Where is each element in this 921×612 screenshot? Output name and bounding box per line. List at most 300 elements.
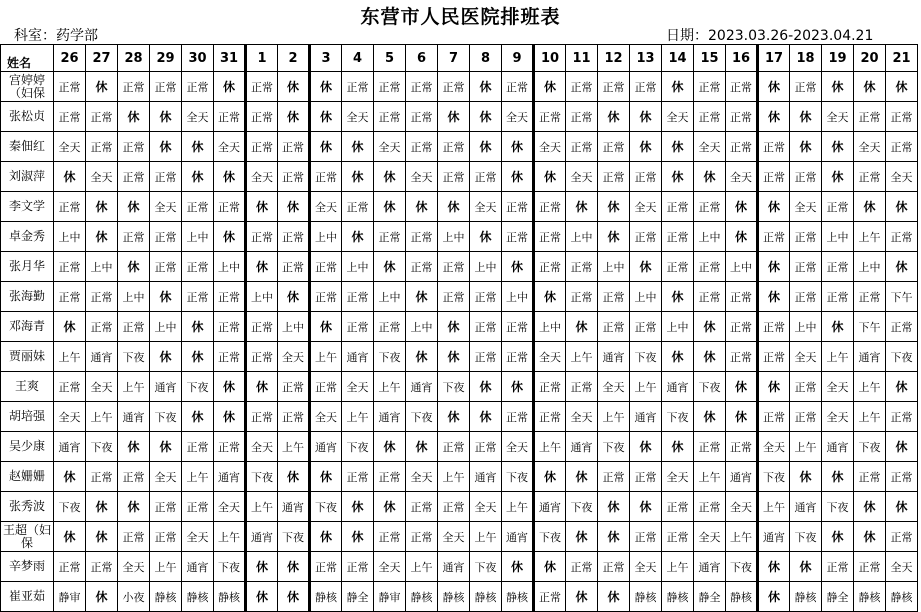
shift-cell: 下夜 xyxy=(630,342,662,372)
shift-cell: 上午 xyxy=(310,342,342,372)
shift-cell: 休 xyxy=(310,102,342,132)
shift-cell: 静核 xyxy=(470,582,502,612)
shift-cell: 休 xyxy=(630,102,662,132)
shift-cell: 休 xyxy=(278,102,310,132)
shift-cell: 通宵 xyxy=(502,522,534,552)
shift-cell: 休 xyxy=(278,192,310,222)
shift-cell: 休 xyxy=(374,192,406,222)
shift-cell: 上中 xyxy=(662,312,694,342)
shift-cell: 通宵 xyxy=(86,342,118,372)
shift-cell: 休 xyxy=(598,192,630,222)
shift-cell: 休 xyxy=(406,192,438,222)
staff-name: 王爽 xyxy=(1,372,54,402)
shift-cell: 正常 xyxy=(150,72,182,102)
day-header: 18 xyxy=(790,45,822,72)
shift-cell: 休 xyxy=(246,582,278,612)
shift-cell: 正常 xyxy=(150,162,182,192)
shift-cell: 正常 xyxy=(662,522,694,552)
shift-cell: 休 xyxy=(822,522,854,552)
shift-cell: 正常 xyxy=(758,402,790,432)
shift-cell: 正常 xyxy=(502,72,534,102)
shift-cell: 下夜 xyxy=(374,342,406,372)
shift-cell: 正常 xyxy=(374,72,406,102)
staff-row xyxy=(1,582,918,612)
shift-cell: 休 xyxy=(822,72,854,102)
name-column-header: 姓名 xyxy=(1,45,54,72)
shift-cell: 正常 xyxy=(86,462,118,492)
staff-row xyxy=(1,72,918,102)
shift-cell: 正常 xyxy=(470,342,502,372)
day-header: 14 xyxy=(662,45,694,72)
shift-cell: 正常 xyxy=(694,192,726,222)
shift-cell: 休 xyxy=(694,162,726,192)
shift-cell: 休 xyxy=(214,162,246,192)
day-header: 1 xyxy=(246,45,278,72)
shift-cell: 休 xyxy=(470,402,502,432)
shift-cell: 休 xyxy=(342,522,374,552)
shift-cell: 静核 xyxy=(310,582,342,612)
shift-cell: 休 xyxy=(406,282,438,312)
shift-cell: 通宵 xyxy=(598,342,630,372)
shift-cell: 下夜 xyxy=(758,462,790,492)
staff-row xyxy=(1,102,918,132)
shift-cell: 正常 xyxy=(534,102,566,132)
shift-cell: 正常 xyxy=(342,72,374,102)
shift-cell: 正常 xyxy=(374,222,406,252)
shift-cell: 正常 xyxy=(566,102,598,132)
shift-cell: 全天 xyxy=(566,162,598,192)
shift-cell: 休 xyxy=(790,552,822,582)
shift-cell: 正常 xyxy=(214,102,246,132)
day-header: 31 xyxy=(214,45,246,72)
shift-cell: 通宵 xyxy=(662,372,694,402)
shift-cell: 休 xyxy=(182,402,214,432)
shift-cell: 正常 xyxy=(438,162,470,192)
shift-cell: 全天 xyxy=(406,162,438,192)
shift-cell: 休 xyxy=(310,522,342,552)
shift-cell: 正常 xyxy=(886,132,918,162)
shift-cell: 休 xyxy=(726,372,758,402)
shift-cell: 正常 xyxy=(726,102,758,132)
shift-cell: 休 xyxy=(342,492,374,522)
shift-cell: 上中 xyxy=(822,222,854,252)
shift-cell: 休 xyxy=(886,192,918,222)
shift-cell: 上中 xyxy=(630,282,662,312)
shift-cell: 正常 xyxy=(374,522,406,552)
shift-cell: 休 xyxy=(854,492,886,522)
staff-row xyxy=(1,192,918,222)
shift-cell: 正常 xyxy=(342,552,374,582)
shift-cell: 正常 xyxy=(886,522,918,552)
shift-cell: 正常 xyxy=(502,222,534,252)
shift-cell: 正常 xyxy=(54,192,86,222)
shift-cell: 正常 xyxy=(854,552,886,582)
shift-cell: 正常 xyxy=(246,312,278,342)
shift-cell: 休 xyxy=(278,462,310,492)
staff-name: 崔亚茹 xyxy=(1,582,54,612)
shift-cell: 下夜 xyxy=(726,552,758,582)
shift-cell: 正常 xyxy=(662,192,694,222)
shift-cell: 上中 xyxy=(310,222,342,252)
staff-row xyxy=(1,402,918,432)
shift-cell: 全天 xyxy=(214,132,246,162)
shift-cell: 全天 xyxy=(886,552,918,582)
staff-row xyxy=(1,522,918,552)
shift-cell: 正常 xyxy=(470,282,502,312)
staff-row xyxy=(1,552,918,582)
shift-cell: 休 xyxy=(694,402,726,432)
shift-cell: 休 xyxy=(118,102,150,132)
shift-cell: 休 xyxy=(118,432,150,462)
shift-cell: 正常 xyxy=(54,372,86,402)
shift-cell: 正常 xyxy=(342,192,374,222)
shift-cell: 上午 xyxy=(406,552,438,582)
shift-cell: 休 xyxy=(438,402,470,432)
shift-cell: 休 xyxy=(310,462,342,492)
shift-cell: 上午 xyxy=(758,492,790,522)
shift-cell: 正常 xyxy=(246,102,278,132)
shift-cell: 休 xyxy=(566,522,598,552)
shift-cell: 休 xyxy=(758,552,790,582)
shift-cell: 正常 xyxy=(758,342,790,372)
shift-cell: 休 xyxy=(790,462,822,492)
shift-cell: 正常 xyxy=(214,312,246,342)
shift-cell: 休 xyxy=(662,72,694,102)
shift-cell: 正常 xyxy=(406,222,438,252)
shift-cell: 正常 xyxy=(502,192,534,222)
staff-row xyxy=(1,492,918,522)
shift-cell: 正常 xyxy=(182,72,214,102)
shift-cell: 上午 xyxy=(470,522,502,552)
shift-cell: 静核 xyxy=(726,582,758,612)
shift-cell: 正常 xyxy=(86,552,118,582)
shift-cell: 正常 xyxy=(118,132,150,162)
shift-cell: 上午 xyxy=(598,402,630,432)
shift-cell: 休 xyxy=(790,102,822,132)
shift-cell: 全天 xyxy=(342,372,374,402)
shift-cell: 上中 xyxy=(438,222,470,252)
shift-cell: 正常 xyxy=(534,252,566,282)
shift-cell: 全天 xyxy=(662,462,694,492)
shift-cell: 正常 xyxy=(54,102,86,132)
shift-cell: 上午 xyxy=(502,492,534,522)
day-header: 4 xyxy=(342,45,374,72)
shift-cell: 通宵 xyxy=(278,492,310,522)
shift-cell: 全天 xyxy=(694,522,726,552)
shift-cell: 休 xyxy=(758,72,790,102)
shift-cell: 休 xyxy=(86,582,118,612)
shift-cell: 静审 xyxy=(374,582,406,612)
shift-cell: 全天 xyxy=(182,102,214,132)
shift-cell: 正常 xyxy=(246,222,278,252)
shift-cell: 全天 xyxy=(86,372,118,402)
shift-cell: 上中 xyxy=(86,252,118,282)
day-header: 21 xyxy=(886,45,918,72)
shift-cell: 休 xyxy=(534,552,566,582)
shift-cell: 正常 xyxy=(822,192,854,222)
shift-cell: 休 xyxy=(630,252,662,282)
shift-cell: 下夜 xyxy=(662,402,694,432)
shift-cell: 上中 xyxy=(374,282,406,312)
shift-cell: 休 xyxy=(470,222,502,252)
shift-cell: 休 xyxy=(246,252,278,282)
shift-cell: 正常 xyxy=(662,222,694,252)
shift-cell: 休 xyxy=(662,162,694,192)
staff-row xyxy=(1,132,918,162)
shift-cell: 全天 xyxy=(534,132,566,162)
shift-cell: 休 xyxy=(342,162,374,192)
shift-cell: 上午 xyxy=(694,462,726,492)
staff-row xyxy=(1,282,918,312)
shift-cell: 休 xyxy=(886,492,918,522)
shift-cell: 下午 xyxy=(886,282,918,312)
shift-cell: 休 xyxy=(246,192,278,222)
shift-cell: 正常 xyxy=(790,162,822,192)
shift-cell: 正常 xyxy=(726,432,758,462)
shift-cell: 休 xyxy=(566,312,598,342)
shift-cell: 下夜 xyxy=(118,342,150,372)
shift-cell: 正常 xyxy=(534,402,566,432)
shift-cell: 全天 xyxy=(726,492,758,522)
shift-cell: 下夜 xyxy=(246,462,278,492)
shift-cell: 正常 xyxy=(854,282,886,312)
shift-cell: 休 xyxy=(118,492,150,522)
staff-name: 刘淑萍 xyxy=(1,162,54,192)
staff-row xyxy=(1,432,918,462)
staff-name: 卓金秀 xyxy=(1,222,54,252)
shift-cell: 正常 xyxy=(118,72,150,102)
shift-cell: 正常 xyxy=(406,522,438,552)
shift-cell: 全天 xyxy=(630,192,662,222)
shift-cell: 休 xyxy=(598,222,630,252)
day-header: 26 xyxy=(54,45,86,72)
shift-cell: 休 xyxy=(86,492,118,522)
shift-cell: 正常 xyxy=(246,72,278,102)
shift-cell: 正常 xyxy=(790,72,822,102)
shift-cell: 正常 xyxy=(630,312,662,342)
shift-cell: 全天 xyxy=(310,402,342,432)
staff-name: 张月华 xyxy=(1,252,54,282)
shift-cell: 休 xyxy=(534,72,566,102)
shift-cell: 正常 xyxy=(598,72,630,102)
shift-cell: 正常 xyxy=(598,162,630,192)
staff-name: 王超（妇保 xyxy=(1,522,54,552)
shift-cell: 休 xyxy=(630,132,662,162)
shift-cell: 休 xyxy=(342,132,374,162)
date-range-label: 日期：2023.03.26-2023.04.21 xyxy=(666,28,874,44)
shift-cell: 正常 xyxy=(86,282,118,312)
shift-cell: 休 xyxy=(662,432,694,462)
shift-cell: 休 xyxy=(54,522,86,552)
shift-cell: 正常 xyxy=(758,132,790,162)
staff-row xyxy=(1,222,918,252)
shift-cell: 休 xyxy=(182,162,214,192)
shift-cell: 正常 xyxy=(182,282,214,312)
shift-cell: 静审 xyxy=(54,582,86,612)
shift-cell: 正常 xyxy=(566,282,598,312)
shift-cell: 全天 xyxy=(246,162,278,192)
shift-cell: 休 xyxy=(438,192,470,222)
shift-cell: 正常 xyxy=(598,552,630,582)
shift-cell: 正常 xyxy=(54,282,86,312)
shift-cell: 正常 xyxy=(118,162,150,192)
shift-cell: 通宵 xyxy=(694,552,726,582)
shift-cell: 正常 xyxy=(886,102,918,132)
day-header: 6 xyxy=(406,45,438,72)
shift-cell: 下夜 xyxy=(822,492,854,522)
shift-cell: 正常 xyxy=(566,72,598,102)
shift-cell: 正常 xyxy=(886,222,918,252)
shift-cell: 正常 xyxy=(694,432,726,462)
shift-cell: 休 xyxy=(374,162,406,192)
staff-name: 吴少康 xyxy=(1,432,54,462)
shift-cell: 上中 xyxy=(566,222,598,252)
shift-cell: 全天 xyxy=(470,492,502,522)
shift-cell: 全天 xyxy=(150,192,182,222)
shift-cell: 休 xyxy=(54,312,86,342)
shift-cell: 休 xyxy=(566,582,598,612)
shift-cell: 正常 xyxy=(246,342,278,372)
shift-cell: 休 xyxy=(726,192,758,222)
shift-cell: 休 xyxy=(886,372,918,402)
shift-cell: 休 xyxy=(374,432,406,462)
shift-cell: 休 xyxy=(534,162,566,192)
shift-cell: 全天 xyxy=(758,432,790,462)
shift-cell: 正常 xyxy=(310,372,342,402)
shift-cell: 上午 xyxy=(662,552,694,582)
shift-cell: 静核 xyxy=(790,582,822,612)
shift-cell: 上午 xyxy=(278,432,310,462)
shift-cell: 全天 xyxy=(470,192,502,222)
shift-cell: 正常 xyxy=(598,312,630,342)
shift-cell: 休 xyxy=(726,402,758,432)
shift-cell: 正常 xyxy=(310,252,342,282)
shift-cell: 正常 xyxy=(470,432,502,462)
shift-cell: 全天 xyxy=(502,432,534,462)
shift-cell: 上午 xyxy=(54,342,86,372)
shift-cell: 正常 xyxy=(822,552,854,582)
shift-cell: 正常 xyxy=(118,462,150,492)
shift-cell: 下夜 xyxy=(886,342,918,372)
shift-cell: 上中 xyxy=(406,312,438,342)
shift-cell: 正常 xyxy=(374,462,406,492)
shift-cell: 休 xyxy=(886,252,918,282)
shift-cell: 上中 xyxy=(246,282,278,312)
shift-cell: 上中 xyxy=(54,222,86,252)
shift-cell: 休 xyxy=(598,492,630,522)
shift-cell: 正常 xyxy=(86,312,118,342)
shift-cell: 正常 xyxy=(694,282,726,312)
shift-cell: 正常 xyxy=(790,402,822,432)
shift-cell: 通宵 xyxy=(822,432,854,462)
day-header: 16 xyxy=(726,45,758,72)
shift-cell: 休 xyxy=(662,282,694,312)
day-header: 17 xyxy=(758,45,790,72)
shift-cell: 正常 xyxy=(598,132,630,162)
shift-cell: 上午 xyxy=(150,552,182,582)
shift-cell: 下夜 xyxy=(214,552,246,582)
day-header: 8 xyxy=(470,45,502,72)
shift-cell: 通宵 xyxy=(214,462,246,492)
shift-cell: 上午 xyxy=(182,462,214,492)
shift-cell: 通宵 xyxy=(182,552,214,582)
shift-cell: 全天 xyxy=(182,522,214,552)
shift-cell: 上中 xyxy=(182,222,214,252)
staff-name: 张秀波 xyxy=(1,492,54,522)
shift-cell: 休 xyxy=(758,582,790,612)
shift-cell: 上午 xyxy=(534,432,566,462)
shift-cell: 正常 xyxy=(278,252,310,282)
shift-cell: 休 xyxy=(214,372,246,402)
shift-cell: 正常 xyxy=(150,522,182,552)
shift-cell: 全天 xyxy=(630,552,662,582)
shift-cell: 全天 xyxy=(694,132,726,162)
shift-cell: 上午 xyxy=(438,462,470,492)
shift-cell: 休 xyxy=(118,192,150,222)
shift-cell: 静核 xyxy=(854,582,886,612)
shift-cell: 正常 xyxy=(278,222,310,252)
shift-cell: 正常 xyxy=(662,252,694,282)
shift-cell: 静核 xyxy=(214,582,246,612)
shift-cell: 正常 xyxy=(534,222,566,252)
shift-cell: 上中 xyxy=(214,252,246,282)
shift-cell: 休 xyxy=(822,162,854,192)
shift-cell: 休 xyxy=(662,132,694,162)
shift-cell: 休 xyxy=(214,72,246,102)
shift-cell: 休 xyxy=(150,282,182,312)
shift-cell: 下午 xyxy=(854,312,886,342)
shift-cell: 正常 xyxy=(150,222,182,252)
staff-name: 赵姗姗 xyxy=(1,462,54,492)
department-label: 科室：药学部 xyxy=(14,28,98,44)
shift-cell: 正常 xyxy=(630,72,662,102)
shift-cell: 上中 xyxy=(278,312,310,342)
shift-cell: 休 xyxy=(502,252,534,282)
shift-cell: 通宵 xyxy=(342,342,374,372)
day-header: 29 xyxy=(150,45,182,72)
shift-cell: 静核 xyxy=(182,582,214,612)
shift-cell: 休 xyxy=(246,372,278,402)
shift-cell: 休 xyxy=(246,552,278,582)
shift-cell: 全天 xyxy=(150,462,182,492)
shift-cell: 正常 xyxy=(470,162,502,192)
shift-cell: 小夜 xyxy=(118,582,150,612)
shift-cell: 正常 xyxy=(630,462,662,492)
shift-cell: 休 xyxy=(406,432,438,462)
shift-cell: 休 xyxy=(502,552,534,582)
staff-name: 李文学 xyxy=(1,192,54,222)
shift-cell: 正常 xyxy=(758,162,790,192)
shift-cell: 休 xyxy=(854,522,886,552)
shift-cell: 上中 xyxy=(118,282,150,312)
shift-cell: 正常 xyxy=(566,372,598,402)
staff-name: 张海勤 xyxy=(1,282,54,312)
shift-cell: 正常 xyxy=(406,492,438,522)
shift-cell: 静核 xyxy=(630,582,662,612)
shift-cell: 正常 xyxy=(118,312,150,342)
shift-cell: 正常 xyxy=(502,342,534,372)
shift-cell: 正常 xyxy=(406,132,438,162)
shift-cell: 休 xyxy=(214,402,246,432)
shift-cell: 休 xyxy=(854,72,886,102)
shift-cell: 休 xyxy=(822,132,854,162)
shift-cell: 下夜 xyxy=(310,492,342,522)
schedule-title: 东营市人民医院排班表 xyxy=(360,6,561,28)
shift-cell: 休 xyxy=(150,342,182,372)
shift-cell: 全天 xyxy=(662,102,694,132)
shift-cell: 上中 xyxy=(150,312,182,342)
shift-cell: 通宵 xyxy=(758,522,790,552)
